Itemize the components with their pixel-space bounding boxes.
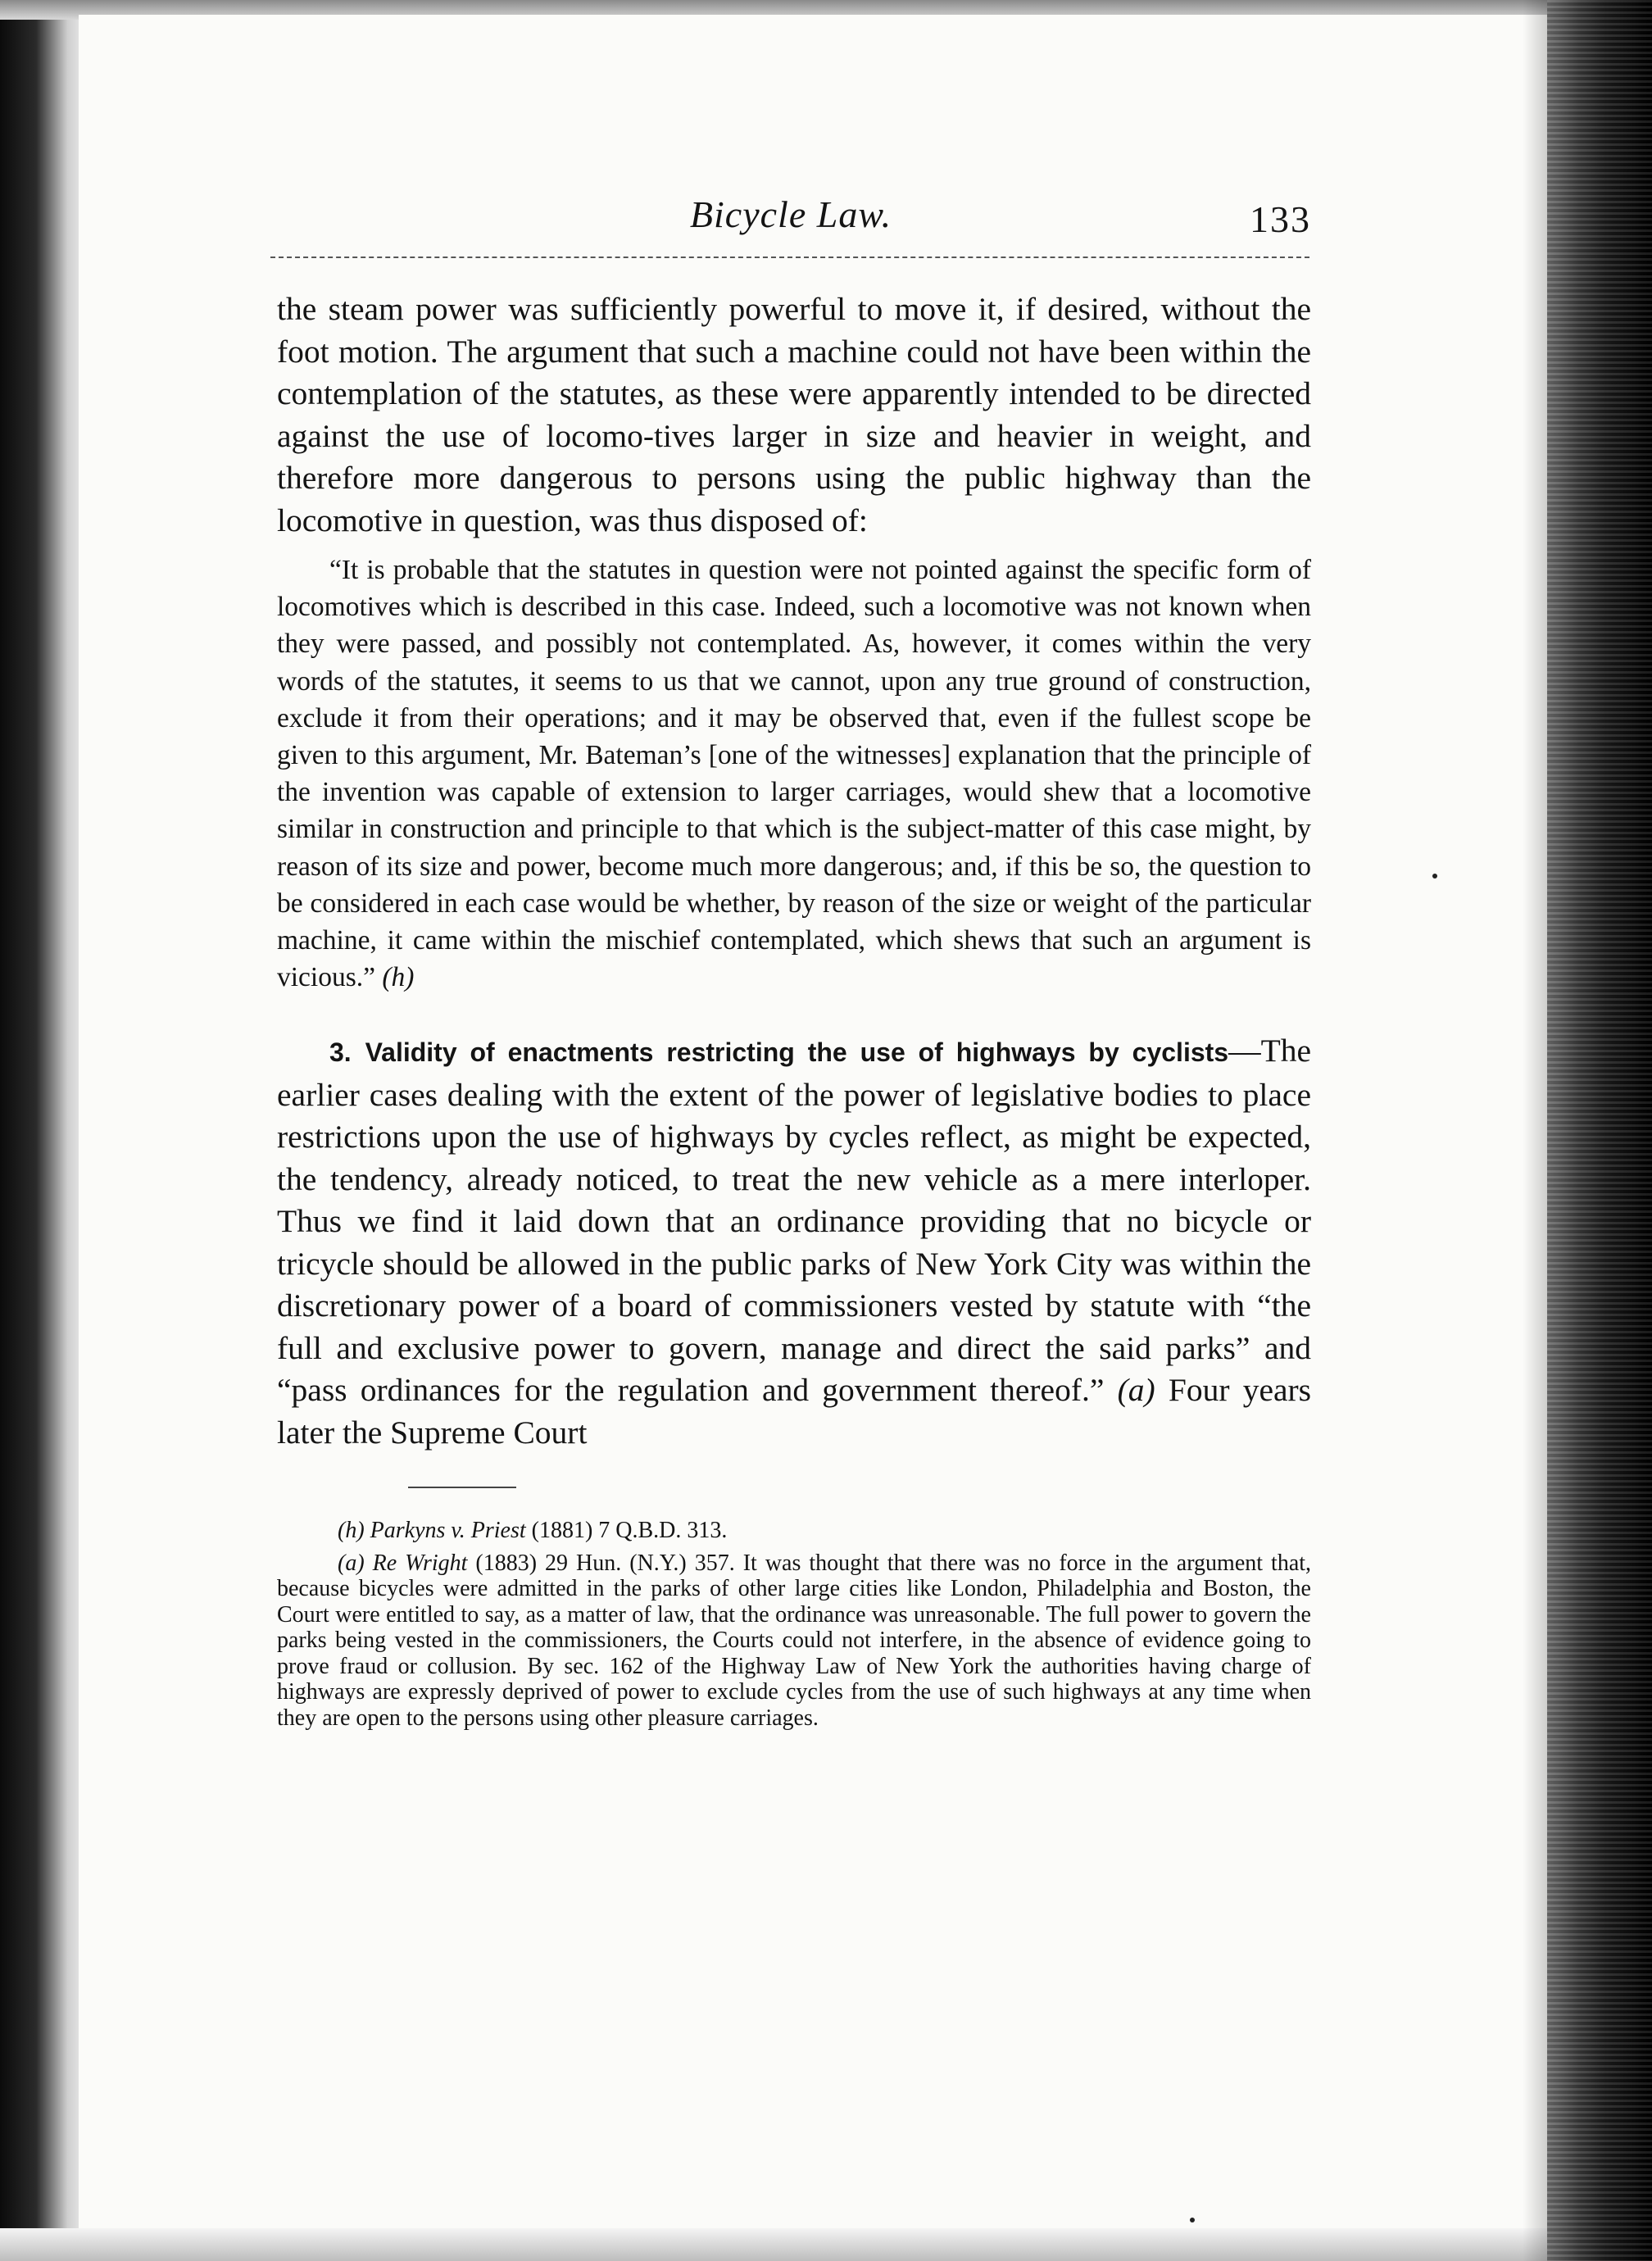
paragraph-1: the steam power was sufficiently powerful to move it, if desired, without the foot motion. The argument that such a machine could not have been within the contemplation of the statutes, as these were apparently intended to be directed against the use of locomo-tives larger in size and heavier in weight, and therefore more dangerous to persons using the public highway than the locomotive in question, was thus disposed of: (277, 291, 1311, 538)
quote-text: “It is probable that the statutes in question were not pointed against the specific form of locomotives which is described in this case. Indeed, such a locomotive was not known when they were passed, and possibly not contemplated. As, however, it comes within the very words of the statutes, it seems to us that we cannot, upon any true ground of construction, exclude it from their operations; and it may be observed that, even if the fullest scope be given to this argument, Mr. Bateman’s [one of the witnesses] explanation that the principle of the invention was capable of extension to larger carriages, would shew that a locomotive similar in construction and principle to that which is the subject-matter of this case might, by reason of its size and power, become much more dangerous; and, if this be so, the question to be considered in each case would be whether, by reason of the size or weight of the particular machine, it came within the mischief contemplated, which shews that such an argument is vicious.” (277, 555, 1311, 993)
footnote-h-case: Parkyns v. Priest (370, 1518, 526, 1544)
section-text-end: Four years later the Supreme Court (277, 1372, 1312, 1451)
footnote-a-text: (1883) 29 Hun. (N.Y.) 357. It was thought that there was no force in the argument that, because bicycles were admitted in the parks of other large cities like London, Philadelphia and Boston, the Court were entitled to say, as a matter of law, that the ordinance was unreasonable. The full power to govern the parks being vested in the commissioners, the Courts could not interfere, in the absence of evidence going to prove fraud or collusion. By sec. 162 of the Highway Law of New York the authorities having charge of highways are expressly deprived of power to exclude cycles from the use of such highways at any time when they are open to the persons using other pleasure carriages. (277, 1550, 1312, 1731)
footnote-h (277, 1518, 1311, 1544)
page-header (270, 193, 1311, 250)
scan-speck (1432, 874, 1437, 879)
section-number: 3. (329, 1037, 352, 1068)
footnote-rule (408, 1487, 516, 1488)
section-3 (277, 1030, 1311, 1454)
scan-bottom-edge (0, 2228, 1652, 2261)
page-number: 133 (1250, 198, 1311, 240)
page-body (277, 288, 1311, 1731)
footnote-h-citation: (1881) 7 Q.B.D. 313. (531, 1518, 728, 1544)
scan-speck (1190, 2218, 1195, 2222)
running-title: Bicycle Law. (689, 193, 892, 235)
footnote-a-case: Re Wright (372, 1550, 468, 1576)
block-quote (277, 552, 1311, 996)
scan-left-edge (0, 0, 90, 2261)
section-heading: Validity of enactments restricting the use of highways by cyclists (365, 1037, 1229, 1068)
footnote-h-marker: (h) (338, 1518, 365, 1544)
book-spine (1547, 0, 1652, 2261)
header-rule (270, 257, 1309, 258)
quote-footnote-ref: (h) (382, 962, 415, 993)
section-text: —The earlier cases dealing with the extent of the power of legislative bodies to place restrictions upon the use of highways by cycles reflect, as might be expected, the tendency, already noticed, to treat the new vehicle as a mere interloper. Thus we find it laid down that an ordinance providing that no bicycle or tricycle should be allowed in the public parks of New York City was within the discretionary power of a board of commissioners vested by statute with “the full and exclusive power to govern, manage and direct the said parks” and “pass ordinances for the regulation and government thereof.” (277, 1033, 1311, 1409)
spine-shadow (1523, 0, 1547, 2261)
footnote-a-marker: (a) (338, 1550, 365, 1576)
section-footnote-ref: (a) (1117, 1372, 1155, 1409)
footnote-a (277, 1550, 1311, 1732)
